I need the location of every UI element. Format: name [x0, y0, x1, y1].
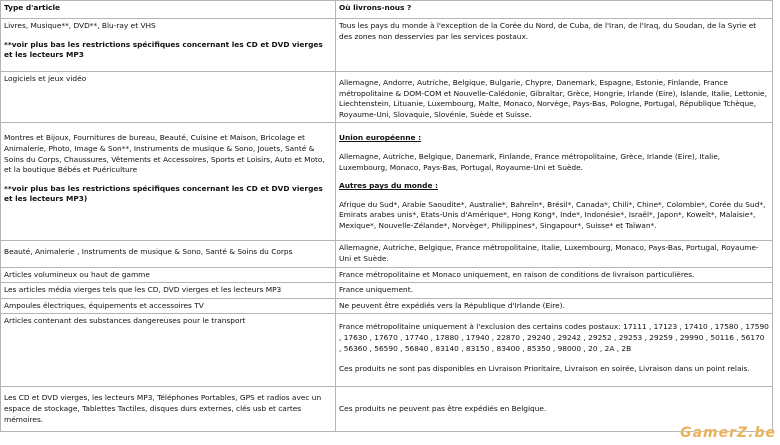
restriction-note: **voir plus bas les restrictions spécifiques concernant les CD et DVD vierges et les lecteurs MP3) [4, 183, 323, 204]
dest-note: Ces produits ne sont pas disponibles en Livraison Prioritaire, Livraison en soirée, Livraison dans un point relais. [339, 364, 750, 374]
header-type: Type d'article [1, 1, 336, 19]
row-type: Les articles média vierges tels que les CD, DVD vierges et les lecteurs MP3 [1, 283, 336, 299]
table-row [1, 19, 773, 72]
row-destination: Ces produits ne peuvent pas être expédiés en Belgique. [336, 387, 773, 432]
table-row [1, 241, 773, 267]
row-destination: France métropolitaine uniquement à l'exclusion des certains codes postaux: 17111 , 17123 , 17410 , 17580 , 17590 , 17630 , 17670 , 17740 , 17880 , 17940 , 22870 , 29240 , 29242 , 29252 , 29253 , 29259 , 29990 , 50116 , 56170 , 56360 , 56590 , 56840 , 83140 , 83150 , 83400 , 85350 , 98000 , 20 , 2A , 2B Ces produits ne sont pas disponibles en Livraison Prioritaire, Livraison en soirée, Livraison dans un point relais. [336, 314, 773, 387]
row-type: Articles volumineux ou haut de gamme [1, 267, 336, 283]
watermark-logo: GamerZ.be [680, 425, 776, 442]
row-type: Logiciels et jeux vidéo [1, 72, 336, 123]
restriction-note: **voir plus bas les restrictions spécifiques concernant les CD et DVD vierges et les lecteurs MP3 [4, 39, 323, 60]
row-destination: France métropolitaine et Monaco uniquement, en raison de conditions de livraison particulières. [336, 267, 773, 283]
table-row [1, 72, 773, 123]
row-destination [336, 123, 773, 241]
row-destination: Tous les pays du monde à l'exception de la Corée du Nord, de Cuba, de l'Iran, de l'Iraq, du Soudan, de la Syrie et des zones non desservies par les services postaux. [336, 19, 773, 72]
row-type: Livres, Musique**, DVD**, Blu-ray et VHS **voir plus bas les restrictions spécifiques concernant les CD et DVD vierges et les lecteurs MP3 [1, 19, 336, 72]
row-destination: Allemagne, Andorre, Autriche, Belgique, Bulgarie, Chypre, Danemark, Espagne, Estonie, Finlande, France métropolitaine & DOM-COM et Nouvelle-Calédonie, Gibraltar, Grèce, Hongrie, Irlande (Eire), Islande, Italie, Lettonie, Liechtenstein, Lituanie, Luxembourg, Malte, Monaco, Norvège, Pays-Bas, Pologne, Portugal, République Tchèque, Royaume-Uni, Slovaquie, Slovénie, Suède et Suisse. [336, 72, 773, 123]
row-type: Montres et Bijoux, Fournitures de bureau, Beauté, Cuisine et Maison, Bricolage et Animalerie, Photo, Image & Son**, Instruments de musique & Sono, Jouets, Santé & Soins du Corps, Chaussures, Vêtements et Accessoires, Sports et Loisirs, Auto et Moto, et la boutique Bébés et Puériculture **voir plus bas les restrictions spécifiques concernant les CD et DVD vierges et les lecteurs MP3) [1, 123, 336, 241]
world-list: Afrique du Sud*, Arabie Saoudite*, Australie*, Bahreïn*, Brésil*, Canada*, Chili*, Chine*, Colombie*, Corée du Sud*, Emirats arabes unis*, Etats-Unis d'Amérique*, Hong Kong*, Inde*, Indonésie*, Israël*, Japon*, Koweït*, Malaisie*, Mexique*, Nouvelle-Zélande*, Norvège*, Philippines*, Singapour*, Suisse* et Taïwan*. [339, 199, 766, 230]
row-type: Articles contenant des substances dangereuses pour le transport [1, 314, 336, 387]
eu-list: Allemagne, Autriche, Belgique, Danemark, Finlande, France métropolitaine, Grèce, Irlande (Eire), Italie, Luxembourg, Monaco, Pays-Bas, Portugal, Royaume-Uni et Suède. [339, 151, 721, 172]
world-title: Autres pays du monde : [339, 181, 438, 191]
table-row [1, 123, 773, 241]
eu-title: Union européenne : [339, 133, 422, 143]
table-row [1, 314, 773, 387]
table-row [1, 267, 773, 283]
table-header-row [1, 1, 773, 19]
header-destination: Où livrons-nous ? [336, 1, 773, 19]
table-row [1, 387, 773, 432]
table-row [1, 298, 773, 314]
row-type: Beauté, Animalerie , Instruments de musique & Sono, Santé & Soins du Corps [1, 241, 336, 267]
table-row [1, 283, 773, 299]
row-destination: France uniquement. [336, 283, 773, 299]
row-destination: Ne peuvent être expédiés vers la République d'Irlande (Eire). [336, 298, 773, 314]
row-destination: Allemagne, Autriche, Belgique, France métropolitaine, Italie, Luxembourg, Monaco, Pays-Bas, Portugal, Royaume-Uni et Suède. [336, 241, 773, 267]
row-type: Ampoules électriques, équipements et accessoires TV [1, 298, 336, 314]
row-type: Les CD et DVD vierges, les lecteurs MP3, Téléphones Portables, GPS et radios avec un espace de stockage, Tablettes Tactiles, disques durs externes, clés usb et cartes mémoires. [1, 387, 336, 432]
